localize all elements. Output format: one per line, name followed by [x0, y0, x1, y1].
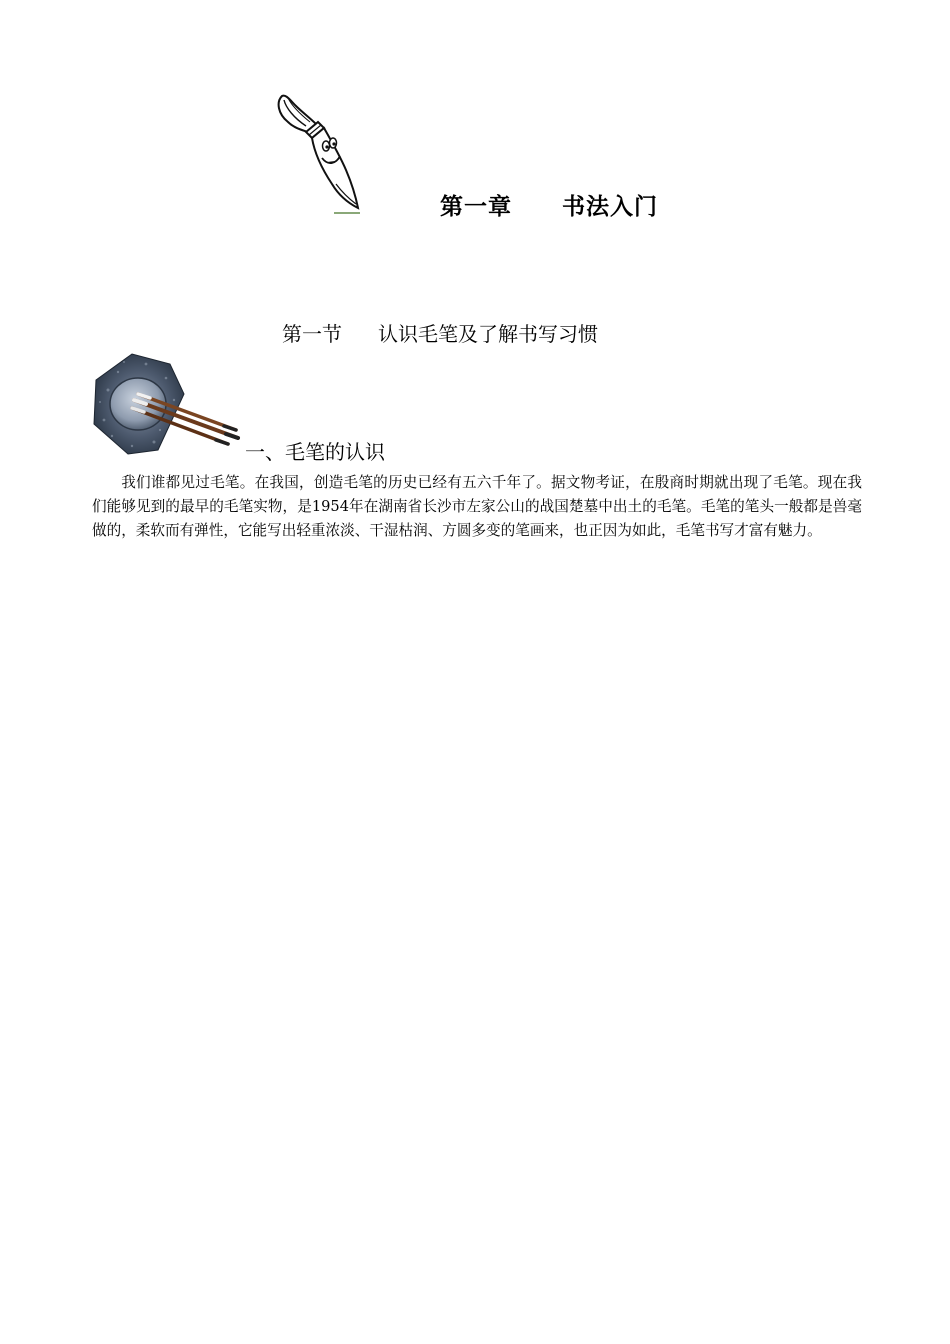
- chapter-title: 书法入门: [562, 194, 658, 220]
- inkstone-with-brushes-icon: [88, 350, 248, 458]
- section-title: 认识毛笔及了解书写习惯: [378, 322, 598, 346]
- section-number: 第一节: [282, 322, 342, 346]
- cartoon-brush-icon: [272, 88, 372, 220]
- subsection-heading: 一、毛笔的认识: [245, 440, 385, 464]
- chapter-heading: [440, 188, 658, 221]
- body-paragraph: 我们谁都见过毛笔。在我国，创造毛笔的历史已经有五六千年了。据文物考证，在殷商时期就出现了毛笔。现在我们能够见到的最早的毛笔实物，是1954年在湖南省长沙市左家公山的战国楚墓中出土的毛笔。毛笔的笔头一般都是兽毫做的，柔软而有弹性，它能写出轻重浓淡、干湿枯润、方圆多变的笔画来，也正因为如此，毛笔书写才富有魅力。: [92, 474, 862, 539]
- section-heading: [282, 318, 598, 347]
- chapter-number: 第一章: [440, 194, 512, 220]
